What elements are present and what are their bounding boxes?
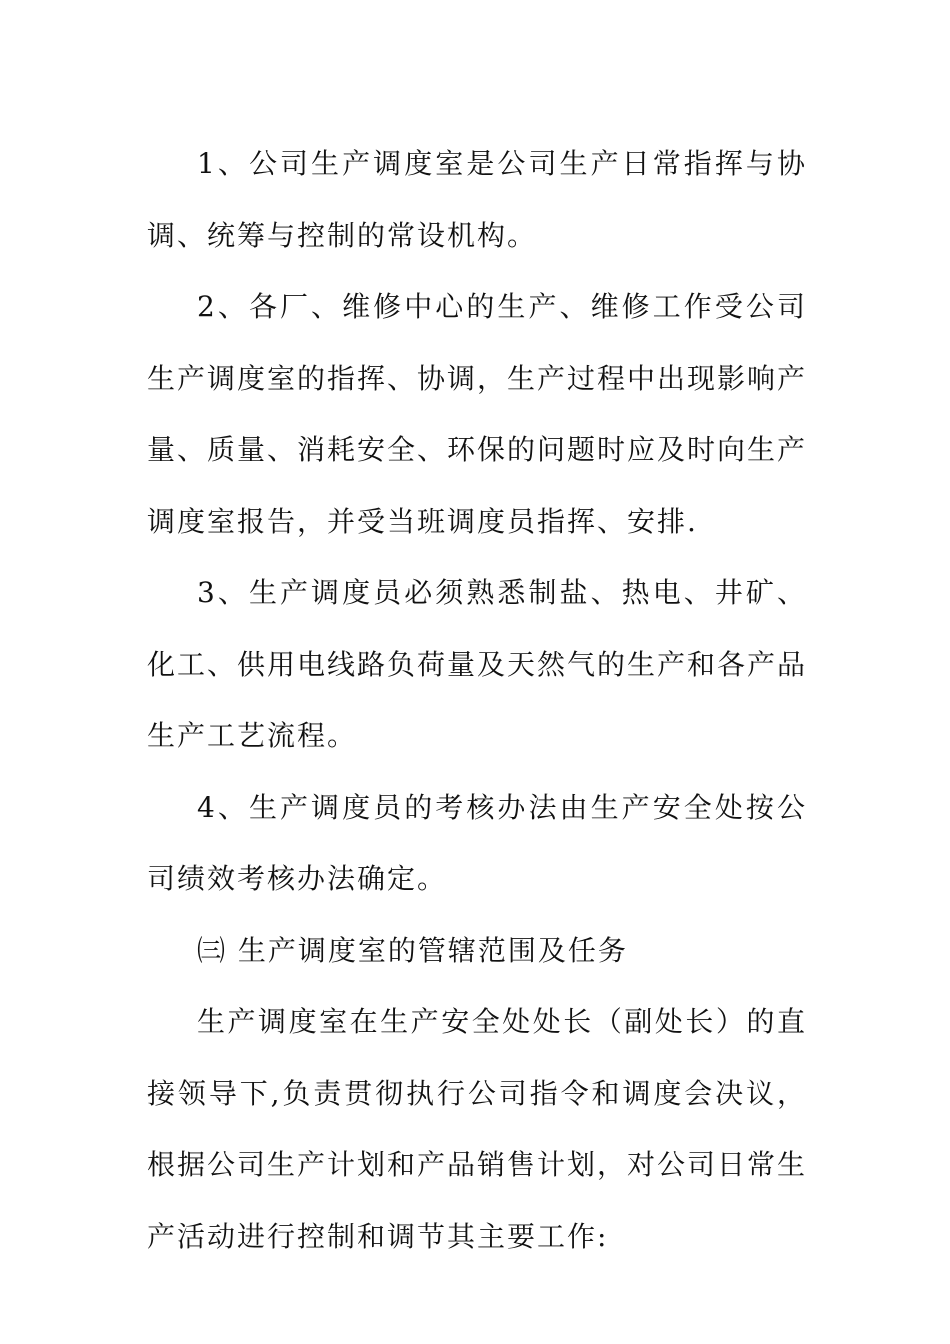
document-body — [147, 128, 807, 1272]
paragraph-3: 3、生产调度员必须熟悉制盐、热电、井矿、化工、供用电线路负荷量及天然气的生产和各产品生产工艺流程。 — [147, 576, 808, 752]
paragraph-2: 2、各厂、维修中心的生产、维修工作受公司生产调度室的指挥、协调，生产过程中出现影响产量、质量、消耗安全、环保的问题时应及时向生产调度室报告，并受当班调度员指挥、安排. — [147, 290, 808, 538]
paragraph-5: 生产调度室在生产安全处处长（副处长）的直接领导下,负责贯彻执行公司指令和调度会决议，根据公司生产计划和产品销售计划，对公司日常生产活动进行控制和调节其主要工作: — [147, 1005, 808, 1253]
paragraph-4: 4、生产调度员的考核办法由生产安全处按公司绩效考核办法确定。 — [147, 790, 807, 895]
section-heading: ㈢ 生产调度室的管辖范围及任务 — [197, 933, 628, 967]
paragraph-1: 1、公司生产调度室是公司生产日常指挥与协调、统筹与控制的常设机构。 — [147, 147, 807, 252]
